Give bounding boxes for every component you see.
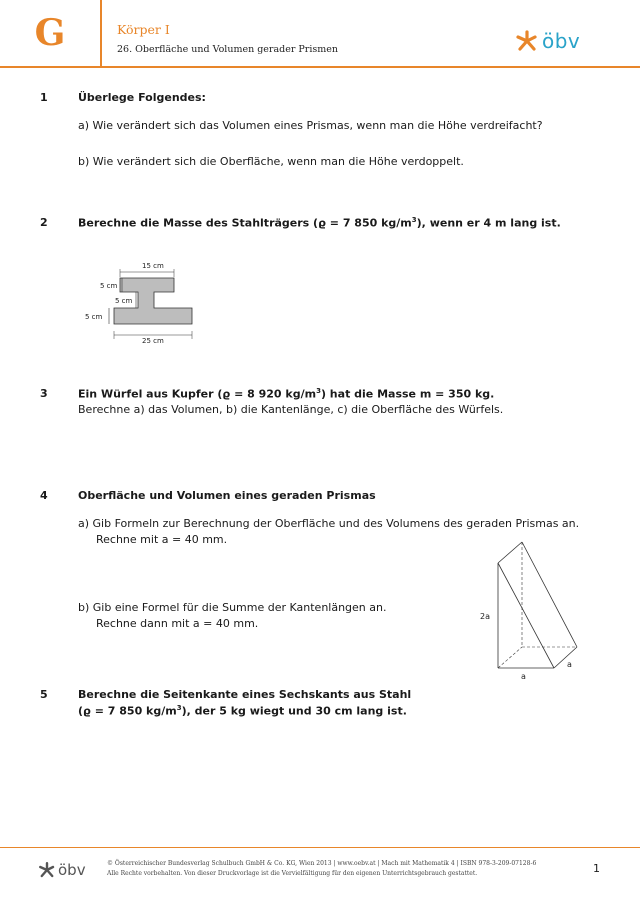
task-4-part-b-note: Rechne dann mit a = 40 mm. (96, 617, 259, 630)
task-1-number: 1 (40, 91, 48, 104)
label-top-width: 15 cm (142, 262, 164, 270)
footer-copyright (107, 859, 536, 879)
label-mid-height: 5 cm (115, 297, 133, 305)
label-bottom-width: 25 cm (142, 337, 164, 345)
task-2-title-text: Berechne die Masse des Stahlträgers (ϱ = 7 850 kg/m (78, 216, 412, 230)
task-5-line-exponent: 3 (176, 704, 182, 712)
task-5-line-text-end: ), der 5 kg wiegt und 30 cm lang ist. (181, 704, 407, 718)
task-3-number: 3 (40, 387, 48, 400)
steel-beam-figure (80, 255, 210, 350)
task-5-line-text: (ϱ = 7 850 kg/m (78, 704, 177, 718)
prism-label-width: a (521, 672, 526, 681)
task-2-number: 2 (40, 216, 48, 229)
task-2-title-exponent: 3 (411, 216, 417, 224)
task-1-title: Überlege Folgendes: (78, 91, 206, 104)
footer-copyright-line-1: © Österreichischer Bundesverlag Schulbuch GmbH & Co. KG, Wien 2013 | www.oebv.at | Mach mit Mathematik 4 | ISBN 978-3-209-07128-6 (107, 860, 537, 867)
footer-logo (38, 861, 86, 879)
task-2-title-text-end: ), wenn er 4 m lang ist. (416, 216, 561, 230)
publisher-logo (515, 27, 580, 55)
prism-label-depth: a (567, 660, 572, 669)
header-divider-horizontal (0, 66, 640, 68)
task-1-part-b: b) Wie verändert sich die Oberfläche, wenn man die Höhe verdoppelt. (78, 155, 464, 168)
footer-divider (0, 847, 640, 848)
task-5-number: 5 (40, 688, 48, 701)
task-3-instruction: Berechne a) das Volumen, b) die Kantenlänge, c) die Oberfläche des Würfels. (78, 403, 504, 416)
section-title: 26. Oberfläche und Volumen gerader Prismen (117, 44, 338, 55)
task-3-title (78, 387, 494, 401)
task-4-number: 4 (40, 489, 48, 502)
task-3-title-text-end: ) hat die Masse m = 350 kg. (320, 387, 495, 401)
footer-copyright-line-2: Alle Rechte vorbehalten. Von dieser Druckvorlage ist die Vervielfältigung für den eigenen Unterrichtsgebrauch gestattet. (107, 870, 478, 877)
label-bottom-height: 5 cm (85, 313, 103, 321)
task-3-title-exponent: 3 (316, 387, 321, 395)
prism-label-height: 2a (480, 612, 490, 621)
logo-wordmark: öbv (542, 29, 581, 53)
task-5-title-continued (78, 704, 407, 718)
chapter-letter: G (34, 12, 66, 54)
task-4-title: Oberfläche und Volumen eines geraden Prismas (78, 489, 376, 502)
task-1-part-a: a) Wie verändert sich das Volumen eines Prismas, wenn man die Höhe verdreifacht? (78, 119, 543, 132)
oebv-star-icon (515, 29, 539, 53)
triangular-prism-figure (476, 535, 586, 685)
chapter-title: Körper I (117, 22, 170, 37)
task-2-title (78, 216, 561, 230)
task-3-title-text: Ein Würfel aus Kupfer (ϱ = 8 920 kg/m (78, 387, 317, 401)
task-4-part-b: b) Gib eine Formel für die Summe der Kantenlängen an. (78, 601, 387, 614)
task-5-title: Berechne die Seitenkante eines Sechskants aus Stahl (78, 688, 412, 701)
page-number: 1 (593, 862, 600, 875)
header-divider-vertical (100, 0, 102, 66)
label-top-height: 5 cm (100, 282, 118, 290)
oebv-star-icon (38, 861, 56, 879)
footer-logo-wordmark: öbv (58, 861, 86, 879)
task-4-part-a-note: Rechne mit a = 40 mm. (96, 533, 228, 546)
task-4-part-a: a) Gib Formeln zur Berechnung der Oberfläche und des Volumens des geraden Prismas an. (78, 517, 580, 530)
